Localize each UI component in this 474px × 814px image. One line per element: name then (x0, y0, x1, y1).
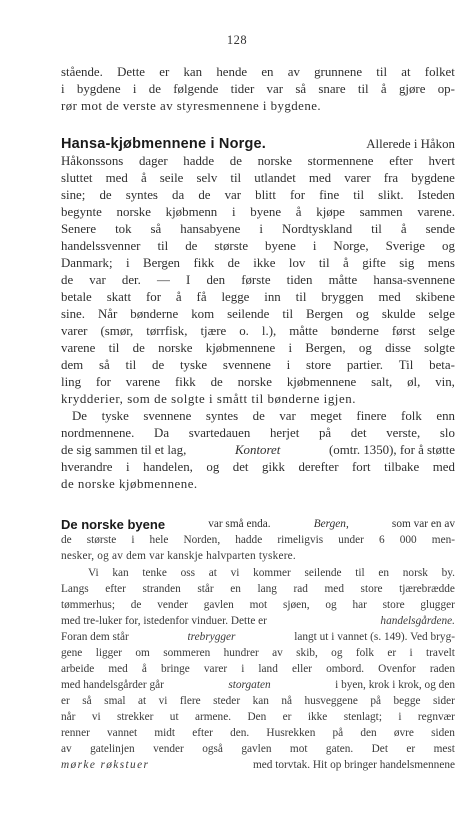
text-line: arbeide med å bringe varer i land eller ombord. Ovenfor raden (61, 663, 455, 675)
emphasis: storgaten (228, 679, 271, 691)
text-line: Danmark; i Bergen fikk de ikke lov til å gifte sig mens (61, 256, 455, 270)
text-line: de norske kjøbmennene. (61, 477, 198, 491)
emphasis: Bergen, (313, 518, 349, 530)
text-line: i bygdene i de følgende tider var så snare til å gjøre op- (61, 82, 455, 96)
page-number: 128 (226, 33, 248, 47)
text-line: varene til de norske kjøbmennene i Bergen, og disse solgte (61, 341, 455, 355)
text-line: rør mot de verste av styresmennene i bygdene. (61, 99, 322, 113)
emphasis: handelsgårdene. (380, 615, 455, 627)
text-line: Senere tok så hansabyene i Nordtyskland til å sende (61, 222, 455, 236)
text-line (61, 678, 455, 693)
text-line (61, 630, 455, 645)
text-line: De tyske svennene syntes de var meget finere folk enn (72, 409, 455, 423)
text-line: gene ligger om sommeren hundrer av skib, og folk er i travelt (61, 647, 455, 659)
text-line: de var der. — I den første tiden måtte hansa-svennene (61, 273, 455, 287)
text-fragment: var små enda. (208, 518, 271, 530)
text-line: renner vannet midt efter den. Husrekken på den øvre siden (61, 727, 455, 739)
text-fragment: med handelsgårder går (61, 679, 164, 691)
text-line: sine. Når bønderne kom seilende til Bergen og skulde selge (61, 307, 455, 321)
text-line: betale skatt for å få legge inn til bryggen med skibene (61, 290, 455, 304)
text-line: Langs efter stranden står en lang rad med store tjærebrædde (61, 583, 455, 595)
text-line: er så smal at vi flere steder kan nå husveggene på begge sider (61, 695, 455, 707)
text-line: sine; de syntes da de var blitt for fine til slikt. Isteden (61, 188, 455, 202)
emphasis: mørke røkstuer (61, 759, 150, 771)
text-line: nesker, og av dem var kanskje halvparten tyskere. (61, 550, 296, 562)
text-line (61, 136, 455, 153)
text-line: krydderier, som de solgte i smått til bønderne igjen. (61, 392, 356, 406)
text-fragment: (omtr. 1350), for å støtte (328, 443, 455, 457)
text-line (61, 442, 455, 459)
section-heading: Hansa-kjøbmennene i Norge. (61, 136, 267, 152)
text-line: de største i hele Norden, hadde rimeligvis under 6 000 men- (61, 534, 455, 546)
text-line: tømmerhus; de vender gavlen mot sjøen, og har store glugger (61, 599, 455, 611)
text-line: stående. Dette er kan hende en av grunnene til at folket (61, 65, 455, 79)
text-line: hverandre i handelen, og det gikk derefter fort tilbake med (61, 460, 455, 474)
text-fragment: Foran dem står (61, 631, 129, 643)
text-fragment: Allerede i Håkon (366, 137, 455, 151)
text-line: ling for varene fikk de norske kjøbmennene salt, øl, vin, (61, 375, 455, 389)
section-heading: De norske byene (61, 517, 166, 532)
text-line (61, 758, 455, 773)
text-line: Håkonssons dager hadde de norske stormennene efter hvert (61, 154, 455, 168)
text-line: Vi kan tenke oss at vi kommer seilende til en norsk by. (88, 567, 455, 579)
text-line: av gatelinjen vender også gavlen mot gaten. Det er mest (61, 743, 455, 755)
text-fragment: med torvtak. Hit op bringer handelsmennene (252, 759, 455, 771)
text-fragment: i byen, krok i krok, og den (335, 679, 455, 691)
text-line: dem så til de tyske svennene i store partier. Til beta- (61, 358, 455, 372)
text-line (61, 614, 455, 629)
text-line (61, 516, 455, 533)
text-line: handelssvenner til de største byene i Norge, Sverige og (61, 239, 455, 253)
text-line: sluttet med å seile selv til utlandet med varer fra bygdene (61, 171, 455, 185)
text-fragment: med tre-luker for, istedenfor vinduer. Dette er (61, 615, 267, 627)
text-line: nordmennene. Da svartedauen herjet på det verste, slo (61, 426, 455, 440)
text-line: varer (smør, tørrfisk, tjære o. l.), måtte bønderne først selge (61, 324, 455, 338)
emphasis: trebrygger (187, 631, 236, 643)
emphasis: Kontoret (234, 443, 281, 457)
text-line: når vi strekker ut armene. Den er ikke stenlagt; i regnvær (61, 711, 455, 723)
text-fragment: langt ut i vannet (s. 149). Ved bryg- (294, 631, 455, 643)
text-fragment: de sig sammen til et lag, (61, 443, 187, 457)
text-fragment: som var en av (391, 518, 455, 530)
text-line: begynte norske kjøbmenn i byene å kjøpe sammen varene. (61, 205, 455, 219)
